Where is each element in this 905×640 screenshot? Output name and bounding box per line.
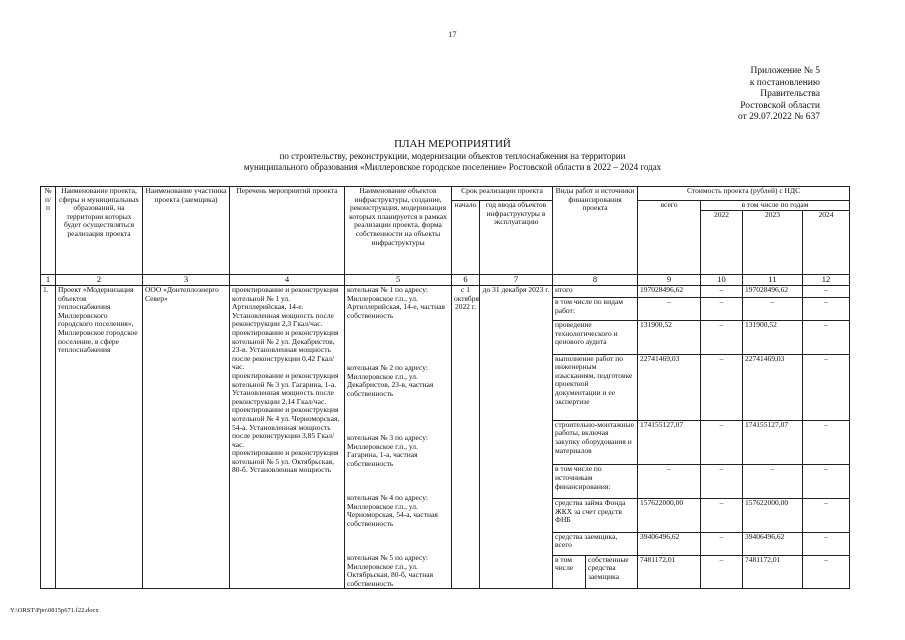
- cost-2023: –: [743, 465, 803, 499]
- work-label: в том числе по видам работ:: [553, 298, 638, 321]
- appendix-line: Ростовской области: [740, 100, 820, 111]
- cost-2024: –: [803, 532, 850, 555]
- cost-2024: –: [803, 354, 850, 420]
- appendix-line: Правительства: [760, 89, 820, 99]
- appendix-line: от 29.07.2022 № 637: [738, 112, 820, 122]
- col-header-objects: Наименование объектов инфраструктуры, создание, реконструкция, модернизация которых планируется в рамках реализации проекта, форма собственности на объекты инфраструктуры: [345, 187, 452, 275]
- plan-table: [40, 186, 850, 589]
- start-date: с 1 октября 2022 г.: [452, 286, 480, 589]
- col-header-2022: 2022: [701, 211, 743, 275]
- cost-total: 174155127,07: [638, 420, 701, 465]
- work-label: выполнение работ по инженерным изысканиям, подготовке проектной документации и ее экспертизе: [553, 354, 638, 420]
- col-header-commission: год ввода объектов инфраструктуры в эксплуатацию: [480, 201, 553, 275]
- column-number: 12: [803, 275, 850, 286]
- object-item: котельная № 5 по адресу: Миллеровское г.п., ул. Октябрьская, 80-б, частная собственность: [347, 553, 434, 588]
- work-label: итого: [553, 286, 638, 298]
- column-number: 4: [230, 275, 345, 286]
- document-title: ПЛАН МЕРОПРИЯТИЙ: [394, 138, 511, 150]
- col-header-by-years: в том числе по годам: [701, 201, 850, 211]
- work-label: собственные средства заемщика: [586, 555, 638, 589]
- col-header-2024: 2024: [803, 211, 850, 275]
- cost-total: 39406496,62: [638, 532, 701, 555]
- col-header-measures: Перечень мероприятий проекта: [230, 187, 345, 275]
- measures-list: [230, 286, 345, 589]
- cost-2022: –: [701, 286, 743, 298]
- column-number: 3: [143, 275, 230, 286]
- col-header-project: Наименование проекта, сферы и муниципальных образований, на территории которых будет осуществляться реализация проекта: [56, 187, 143, 275]
- column-number-row: [41, 275, 850, 286]
- measure-item: проектирование и реконструкция котельной № 3 ул. Гагарина, 1-а. Установленная мощность после реконструкции 2,14 Гкал/час.: [232, 370, 339, 406]
- cost-2022: –: [701, 532, 743, 555]
- cost-2023: 157622000,00: [743, 499, 803, 533]
- cost-2023: 197028496,62: [743, 286, 803, 298]
- column-number: 8: [553, 275, 638, 286]
- page-number: 17: [448, 30, 457, 39]
- appendix-line: к постановлению: [749, 77, 820, 88]
- object-item: котельная № 4 по адресу: Миллеровское г.п., ул. Черноморская, 54-а, частная собственность: [347, 493, 438, 528]
- cost-total: 157622000,00: [638, 499, 701, 533]
- col-header-participant: Наименование участника проекта (заемщика): [143, 187, 230, 275]
- work-label: в том числе по источникам финансирования:: [553, 465, 638, 499]
- column-number: 9: [638, 275, 701, 286]
- cost-2022: –: [701, 420, 743, 465]
- cost-total: 22741469,03: [638, 354, 701, 420]
- col-header-total: всего: [638, 201, 701, 275]
- cost-2024: –: [803, 298, 850, 321]
- work-label: средства заемщика, всего: [553, 532, 638, 555]
- cost-total: 131900,52: [638, 320, 701, 354]
- object-item: котельная № 2 по адресу: Миллеровское г.п., ул. Декабристов, 23-в, частная собственность: [347, 363, 434, 398]
- cost-2023: 131900,52: [743, 320, 803, 354]
- measure-item: проектирование и реконструкция котельной № 4 ул. Черноморская, 54-а. Установленная мощность после реконструкции 3,85 Гкал/час.: [232, 405, 340, 449]
- object-item: котельная № 3 по адресу: Миллеровское г.п., ул. Гагарина, 1-а, частная собственность: [347, 433, 429, 468]
- object-item: котельная № 1 по адресу: Миллеровское г.п., ул. Артиллерийская, 14-е, частная собственность: [347, 285, 445, 320]
- cost-2022: –: [701, 354, 743, 420]
- cost-total: –: [638, 465, 701, 499]
- cost-2022: –: [701, 499, 743, 533]
- cost-2024: –: [803, 465, 850, 499]
- file-path-footer: Y:\ORST\Ppo\0815p671.f22.docx: [10, 607, 99, 614]
- work-label: в том числе: [553, 555, 586, 589]
- work-label: строительно-монтажные работы, включая закупку оборудования и материалов: [553, 420, 638, 465]
- col-header-term: Срок реализации проекта: [452, 187, 553, 201]
- work-label: проведение технологического и ценового аудита: [553, 320, 638, 354]
- cost-2024: –: [803, 286, 850, 298]
- column-number: 2: [56, 275, 143, 286]
- cost-2024: –: [803, 555, 850, 589]
- col-header-works: Виды работ и источники финансирования проекта: [553, 187, 638, 275]
- table-row: [41, 286, 850, 298]
- document-subtitle: муниципального образования «Миллеровское городское поселение» Ростовской области в 2022 – 2024 годах: [243, 161, 662, 172]
- cost-2023: 174155127,07: [743, 420, 803, 465]
- objects-list: [345, 286, 452, 589]
- col-header-start: начало: [452, 201, 480, 275]
- measure-item: проектирование и реконструкция котельной № 2 ул. Декабристов, 23-в. Установленная мощность после реконструкции 0,42 Гкал/час.: [232, 327, 339, 372]
- cost-2023: 7481172,01: [743, 555, 803, 589]
- measure-item: проектирование и реконструкция котельной № 5 ул. Октябрьская, 80-б. Установленная мощность: [232, 448, 339, 475]
- cost-2024: –: [803, 499, 850, 533]
- cost-2023: –: [743, 298, 803, 321]
- cost-2022: –: [701, 555, 743, 589]
- column-number: 5: [345, 275, 452, 286]
- project-name: Проект «Модернизация объектов теплоснабжения Миллеровского городского поселения», Миллеровское городское поселение, в сфере теплоснабжения: [56, 286, 143, 589]
- cost-total: –: [638, 298, 701, 321]
- cost-2022: –: [701, 320, 743, 354]
- column-number: 6: [452, 275, 480, 286]
- work-label: средства займа Фонда ЖКХ за счет средств ФНБ: [553, 499, 638, 533]
- col-header-num: № п/п: [41, 187, 56, 275]
- column-number: 10: [701, 275, 743, 286]
- column-number: 7: [480, 275, 553, 286]
- cost-2024: –: [803, 420, 850, 465]
- cost-2023: 22741469,03: [743, 354, 803, 420]
- column-number: 11: [743, 275, 803, 286]
- col-header-cost: Стоимость проекта (рублей) с НДС: [638, 187, 850, 201]
- appendix-block: [700, 66, 820, 124]
- cost-2023: 39406496,62: [743, 532, 803, 555]
- col-header-2023: 2023: [743, 211, 803, 275]
- cost-2022: –: [701, 298, 743, 321]
- cost-2024: –: [803, 320, 850, 354]
- measure-item: проектирование и реконструкция котельной № 1 ул. Артиллерийская, 14-е. Установленная мощность после реконструкции 2,3 Гкал/час.: [232, 285, 339, 329]
- row-number: 1.: [41, 286, 56, 589]
- cost-total: 7481172,01: [638, 555, 701, 589]
- cost-total: 197028496,62: [638, 286, 701, 298]
- header-row: [41, 187, 850, 201]
- document-subtitle: по строительству, реконструкции, модернизации объектов теплоснабжения на территории: [279, 151, 626, 161]
- cost-2022: –: [701, 465, 743, 499]
- end-date: до 31 декабря 2023 г.: [480, 286, 553, 589]
- participant-name: ООО «Донтеплоэнерго Север»: [143, 286, 230, 589]
- column-number: 1: [41, 275, 56, 286]
- document-title-block: [0, 138, 905, 172]
- appendix-line: Приложение № 5: [750, 66, 820, 76]
